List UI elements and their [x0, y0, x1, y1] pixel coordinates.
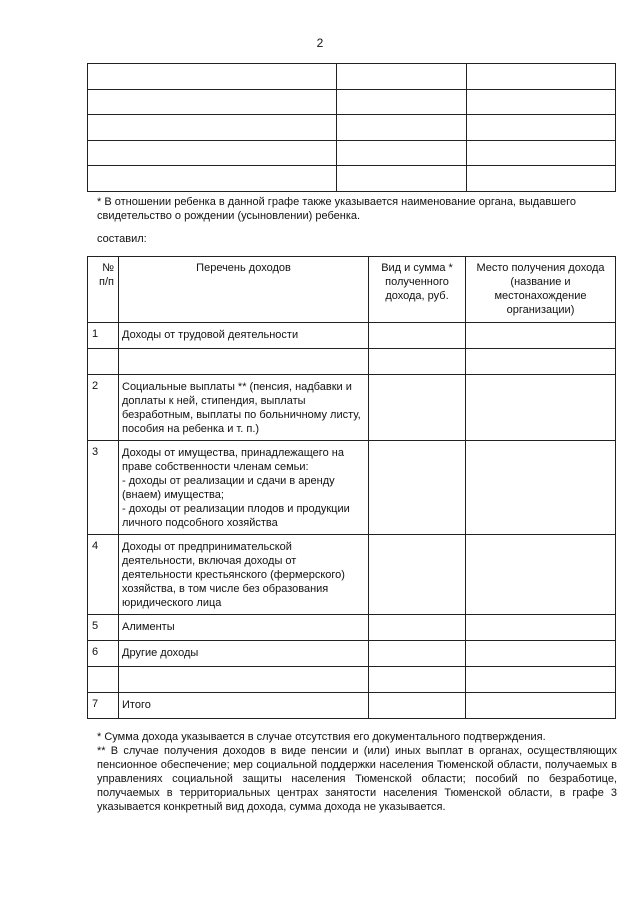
header-type-sum: Вид и сумма * полученного дохода, руб.: [369, 257, 466, 323]
row-income-type: Итого: [119, 693, 369, 719]
header-num: № п/п: [88, 257, 119, 323]
table-row-total: [88, 693, 616, 719]
header-place: Место получения дохода (название и местонахождение организации): [466, 257, 616, 323]
row-number: 1: [88, 323, 119, 349]
table-row-blank: [88, 667, 616, 693]
table-row: [88, 64, 616, 90]
header-income-list: Перечень доходов: [119, 257, 369, 323]
table-row: [88, 615, 616, 641]
table-row: [88, 641, 616, 667]
row-sum-cell: [369, 535, 466, 615]
row-number: [88, 349, 119, 375]
row-income-type: [119, 667, 369, 693]
row-place-cell: [466, 641, 616, 667]
note-sum: * Сумма дохода указывается в случае отсутствия его документального подтверждения.: [97, 731, 546, 743]
row-place-cell: [466, 693, 616, 719]
row-number: 6: [88, 641, 119, 667]
table-cell: [467, 89, 616, 115]
table-row: [88, 115, 616, 141]
row-number: 5: [88, 615, 119, 641]
table-cell: [88, 115, 337, 141]
composed-label: составил:: [97, 233, 147, 245]
footnote-child: * В отношении ребенка в данной графе также указывается наименование органа, выдавшего свидетельство о рождении (усыновлении) ребенка.: [97, 196, 577, 222]
table-cell: [88, 140, 337, 166]
row-sum-cell: [369, 641, 466, 667]
row-sum-cell: [369, 349, 466, 375]
row-place-cell: [466, 323, 616, 349]
row-sum-cell: [369, 441, 466, 535]
table-cell: [467, 166, 616, 192]
row-place-cell: [466, 615, 616, 641]
table-cell: [337, 140, 467, 166]
table-row-blank: [88, 349, 616, 375]
table-row: [88, 441, 616, 535]
table-cell: [88, 166, 337, 192]
row-number: 7: [88, 693, 119, 719]
row-place-cell: [466, 441, 616, 535]
page-number: 2: [316, 36, 324, 50]
table-cell: [467, 115, 616, 141]
row-place-cell: [466, 349, 616, 375]
row-income-type: Доходы от трудовой деятельности: [119, 323, 369, 349]
table-row: [88, 323, 616, 349]
table-cell: [337, 115, 467, 141]
income-table: [87, 256, 616, 719]
table-row: [88, 375, 616, 441]
note-pension: ** В случае получения доходов в виде пенсии и (или) иных выплат в органах, осуществляющих пенсионное обеспечение; мер социальной поддержки населения Тюменской области, получаемых в управлениях социальной защиты населения Тюменской области; пособий по безработице, получаемых в территориальных центрах занятости населения Тюменской области, в графе 3 указывается конкретный вид дохода, сумма дохода не указывается.: [97, 745, 617, 813]
table-row: [88, 89, 616, 115]
row-sum-cell: [369, 667, 466, 693]
row-income-type: [119, 349, 369, 375]
table-cell: [337, 89, 467, 115]
table-cell: [467, 140, 616, 166]
notes: [97, 730, 617, 814]
row-income-type: Доходы от имущества, принадлежащего на праве собственности членам семьи: - доходы от реализации и сдачи в аренду (внаем) имущества; - доходы от реализации плодов и продукции личного подсобного хозяйства: [119, 441, 369, 535]
table-cell: [467, 64, 616, 90]
table-cell: [337, 166, 467, 192]
row-place-cell: [466, 535, 616, 615]
table-row: [88, 140, 616, 166]
table-row: [88, 535, 616, 615]
row-place-cell: [466, 375, 616, 441]
table-cell: [88, 89, 337, 115]
row-sum-cell: [369, 615, 466, 641]
row-number: [88, 667, 119, 693]
top-table-continuation: [87, 63, 616, 192]
row-income-type: Доходы от предпринимательской деятельности, включая доходы от деятельности крестьянского (фермерского) хозяйства, в том числе без образования юридического лица: [119, 535, 369, 615]
row-sum-cell: [369, 323, 466, 349]
row-income-type: Социальные выплаты ** (пенсия, надбавки и доплаты к ней, стипендия, выплаты безработным, выплаты по больничному листу, пособия на ребенка и т. п.): [119, 375, 369, 441]
row-sum-cell: [369, 693, 466, 719]
table-cell: [337, 64, 467, 90]
table-row: [88, 166, 616, 192]
row-number: 4: [88, 535, 119, 615]
row-income-type: Другие доходы: [119, 641, 369, 667]
row-number: 3: [88, 441, 119, 535]
table-cell: [88, 64, 337, 90]
row-number: 2: [88, 375, 119, 441]
table-header-row: [88, 257, 616, 323]
row-income-type: Алименты: [119, 615, 369, 641]
row-place-cell: [466, 667, 616, 693]
row-sum-cell: [369, 375, 466, 441]
